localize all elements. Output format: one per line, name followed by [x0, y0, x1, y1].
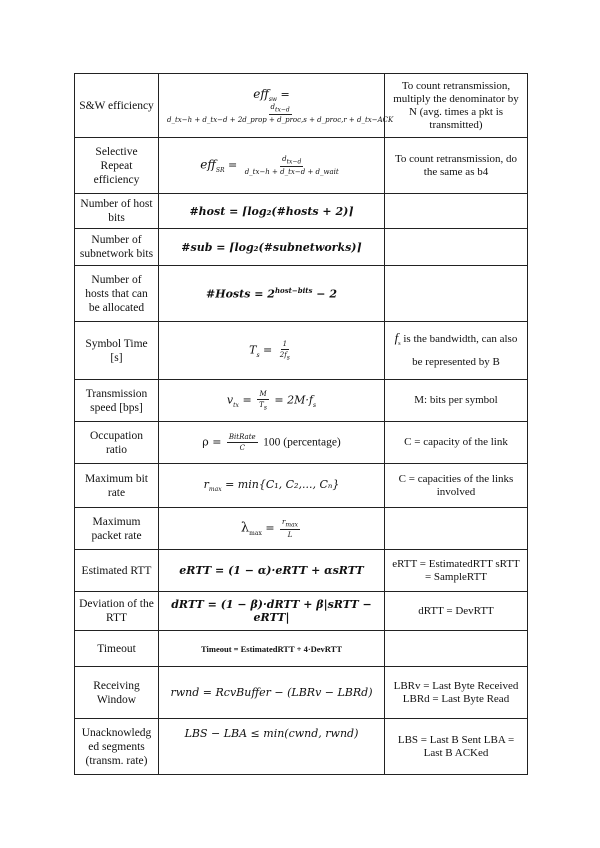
formula-num-sub: tx−d [275, 106, 290, 114]
formula-cell: $T_s$ = $\frac{1}{2fs}$ [159, 322, 385, 380]
formula-num: d [270, 102, 276, 111]
table-row [75, 464, 528, 508]
formula-table [74, 73, 528, 775]
formula-lhs: T [249, 343, 257, 357]
row-note: dRTT = DevRTT [385, 592, 528, 631]
formula-lhs: r [203, 477, 209, 491]
formula-tail: = 2M·f [274, 393, 313, 407]
row-note [385, 322, 528, 380]
row-label: Deviation of the RTT [75, 592, 159, 631]
row-label: Symbol Time [s] [75, 322, 159, 380]
row-label: Estimated RTT [75, 550, 159, 592]
table-row [75, 631, 528, 667]
formula-den: 2f [279, 350, 287, 359]
formula-num-sub: max [285, 521, 299, 529]
formula-fraction [278, 340, 292, 361]
formula-cell: eff$_{SR}$ = $\frac{\text{dtx−d}}{\text{d\_tx−h + d\_tx−d + d\_wait}}$ [159, 138, 385, 194]
formula-lhs: eff [253, 86, 269, 101]
row-note [385, 229, 528, 266]
row-label: Maximum bit rate [75, 464, 159, 508]
formula-tail: 100 (percentage) [263, 436, 341, 449]
row-note: To count retransmission, do the same as b4 [385, 138, 528, 194]
formula-num: 1 [282, 339, 288, 348]
row-note [385, 631, 528, 667]
row-label: Selective Repeat efficiency [75, 138, 159, 194]
formula-den: d_tx−h + d_tx−d + 2d_prop + d_proc,s + d_proc,r + d_tx−ACK [167, 116, 394, 125]
formula-cell: ρ = $\frac{\text{BitRate}}{C}$ 100 (percentage) [159, 422, 385, 464]
formula-num: BitRate [228, 433, 256, 441]
formula-cell: #sub = ⌈log₂(#subnetworks)⌉ [159, 229, 385, 266]
row-label: S&W efficiency [75, 74, 159, 138]
formula-cell: $\lambda_{max}$ = $\frac{rmax}{L}$ [159, 508, 385, 550]
formula-fraction [257, 390, 269, 411]
formula-lhs: #Hosts = 2 [205, 287, 275, 301]
formula-lhs-sub: s [256, 351, 260, 359]
formula-cell: rwnd = RcvBuffer − (LBRv − LBRd) [159, 667, 385, 719]
row-note: C = capacities of the links involved [385, 464, 528, 508]
note-symbol: f [394, 329, 399, 345]
row-note: To count retransmission, multiply the denominator by N (avg. times a pkt is transmitted) [385, 74, 528, 138]
row-label: Timeout [75, 631, 159, 667]
row-label: Transmission speed [bps] [75, 380, 159, 422]
note-text: is the bandwidth, can also be represented by B [400, 332, 518, 369]
formula-num: r [282, 517, 286, 526]
formula-fraction [227, 433, 258, 452]
formula-cell: dRTT = (1 − β)·dRTT + β|sRTT − eRTT| [159, 592, 385, 631]
table-row [75, 592, 528, 631]
row-label: Maximum packet rate [75, 508, 159, 550]
formula-fraction [280, 518, 300, 539]
formula-num-sub: tx−d [286, 158, 302, 166]
formula-cell: Timeout = EstimatedRTT + 4·DevRTT [159, 631, 385, 667]
formula-lhs-sub: sw [268, 95, 278, 103]
formula-lhs: λ [240, 520, 250, 536]
row-note: eRTT = EstimatedRTT sRTT = SampleRTT [385, 550, 528, 592]
formula-cell [159, 266, 385, 322]
table-row [75, 550, 528, 592]
formula-num: M [259, 389, 267, 398]
formula-den: C [239, 444, 245, 452]
formula-lhs-sub: SR [215, 166, 225, 174]
note-symbol-sub: s [398, 341, 401, 348]
formula-den: d_tx−h + d_tx−d + d_wait [244, 168, 339, 177]
table-row [75, 138, 528, 194]
formula-den: L [287, 531, 293, 540]
formula-lhs-sub: tx [233, 401, 239, 409]
formula-den-sub: s [263, 404, 267, 412]
row-label: Occupation ratio [75, 422, 159, 464]
formula-lhs: v [226, 393, 234, 407]
formula-num: d [282, 154, 287, 163]
formula-cell: eff$_{sw}$ = $\frac{\text{dtx−d}}{\text{d\_tx−h + d\_tx−d + 2d\_prop + d\_proc,s + d\_proc,r + d\_tx−ACK}}$ [159, 74, 385, 138]
row-note [385, 266, 528, 322]
row-label: Receiving Window [75, 667, 159, 719]
table-row [75, 719, 528, 775]
formula-cell: LBS − LBA ≤ min(cwnd, rwnd) [159, 719, 385, 775]
row-label: Unacknowledg ed segments (transm. rate) [75, 719, 159, 775]
table-row [75, 322, 528, 380]
formula-fraction [243, 155, 341, 176]
formula-lhs-sub: max [249, 529, 262, 537]
formula-cell [159, 464, 385, 508]
formula-tail-sub: s [312, 401, 317, 409]
table-row [75, 380, 528, 422]
formula-cell: eRTT = (1 − α)·eRTT + αsRTT [159, 550, 385, 592]
table-row [75, 508, 528, 550]
formula-lhs: eff [200, 157, 216, 172]
formula-tail: = min{C₁, C₂,..., Cₙ} [221, 477, 340, 491]
table-row [75, 667, 528, 719]
formula-tail: − 2 [312, 287, 337, 301]
row-note: M: bits per symbol [385, 380, 528, 422]
table-row [75, 74, 528, 138]
row-label: Number of host bits [75, 194, 159, 229]
formula-cell: #host = ⌈log₂(#hosts + 2)⌉ [159, 194, 385, 229]
formula-den: T [259, 400, 264, 409]
table-row [75, 229, 528, 266]
row-note [385, 194, 528, 229]
row-label: Number of hosts that can be allocated [75, 266, 159, 322]
formula-lhs-sub: max [208, 486, 222, 494]
row-label: Number of subnetwork bits [75, 229, 159, 266]
formula-cell: $v_{tx}$ = $\frac{M}{Ts}$ = $2M\cdot f_s$ [159, 380, 385, 422]
formula-lhs: ρ [202, 435, 209, 449]
formula-den-sub: s [286, 354, 290, 362]
row-note [385, 508, 528, 550]
row-note: LBRv = Last Byte Received LBRd = Last Byte Read [385, 667, 528, 719]
formula-fraction [165, 103, 395, 124]
row-note: LBS = Last B Sent LBA = Last B ACKed [385, 719, 528, 775]
row-note: C = capacity of the link [385, 422, 528, 464]
table-row [75, 422, 528, 464]
formula-sup: host−bits [274, 286, 313, 296]
table-row [75, 194, 528, 229]
table-row [75, 266, 528, 322]
